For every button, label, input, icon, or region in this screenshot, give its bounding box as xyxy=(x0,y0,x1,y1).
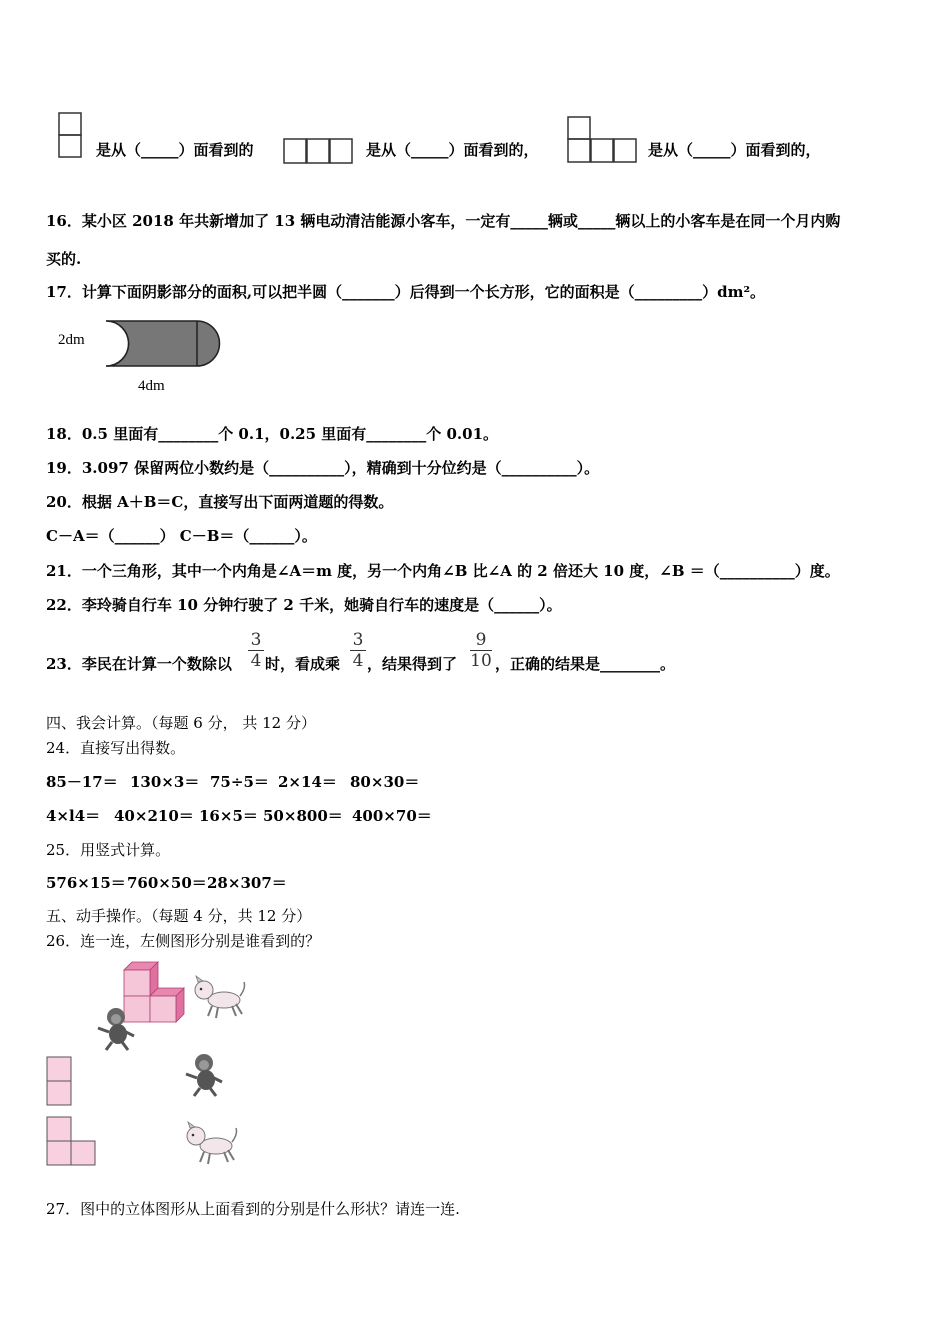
q17-height-label: 2dm xyxy=(58,332,85,348)
q24-text: 24．直接写出得数。 xyxy=(46,739,186,757)
calc-r2-c3: 16×5＝ xyxy=(199,807,258,825)
q23-fraction-1 xyxy=(247,630,265,671)
calc-r3-c3: 28×307＝ xyxy=(207,874,287,892)
q18-text: 18．0.5 里面有________个 0.1，0.25 里面有________个 0.01。 xyxy=(46,425,499,443)
q23-part4: ，正确的结果是________。 xyxy=(495,655,676,673)
three-squares-row-view xyxy=(283,138,355,166)
calc-r2-c5: 400×70＝ xyxy=(352,807,432,825)
fraction-denominator: 10 xyxy=(470,651,492,671)
calc-r1-c2: 130×3＝ xyxy=(130,773,200,791)
q19-text: 19．3.097 保留两位小数约是（__________），精确到十分位约是（__________）。 xyxy=(46,459,600,477)
q21-text: 21．一个三角形，其中一个内角是∠A＝m 度，另一个内角∠B 比∠A 的 2 倍还大 10 度，∠B ＝（__________）度。 xyxy=(46,562,840,580)
q23-part3: ，结果得到了 xyxy=(367,655,458,673)
q26-text: 26．连一连，左侧图形分别是谁看到的？ xyxy=(46,932,321,950)
calc-r3-c1: 576×15＝ xyxy=(46,874,126,892)
section4-title: 四、我会计算。（每题 6 分， 共 12 分） xyxy=(46,714,316,732)
fraction-denominator: 4 xyxy=(352,651,364,671)
front-view-two-stacked-squares xyxy=(58,112,84,162)
fraction-numerator: 3 xyxy=(352,630,364,650)
calc-r2-c1: 4×l4＝ xyxy=(46,807,101,825)
calc-r2-c2: 40×210＝ xyxy=(114,807,194,825)
dog-icon xyxy=(190,976,248,1020)
q23-part2: 时，看成乘 xyxy=(265,655,341,673)
q15-view2-text: 是从（_____）面看到的， xyxy=(366,141,539,159)
calc-r1-c4: 2×14＝ xyxy=(278,773,337,791)
q15-view3-text: 是从（_____）面看到的， xyxy=(648,141,821,159)
q15-view1-text: 是从（_____）面看到的 xyxy=(96,141,254,159)
q25-text: 25．用竖式计算。 xyxy=(46,841,171,859)
q16-line2: 买的. xyxy=(46,250,82,268)
calc-r2-c4: 50×800＝ xyxy=(263,807,343,825)
q17-width-label: 4dm xyxy=(138,378,165,394)
q23-fraction-2 xyxy=(349,630,367,671)
q23-fraction-3 xyxy=(469,630,493,671)
monkey-icon xyxy=(182,1052,226,1098)
fraction-numerator: 9 xyxy=(475,630,487,650)
q16-line1: 16．某小区 2018 年共新增加了 13 辆电动清洁能源小客车，一定有_____辆或_____辆以上的小客车是在同一个月内购 xyxy=(46,212,841,230)
calc-r1-c5: 80×30＝ xyxy=(350,773,420,791)
calc-r3-c2: 760×50＝ xyxy=(127,874,207,892)
q20-line2: C－A＝（______） C－B＝（______）。 xyxy=(46,527,317,545)
shaded-rectangle-semicircle-figure xyxy=(105,320,225,368)
q23-part1: 23．李民在计算一个数除以 xyxy=(46,655,232,673)
l-shape-squares-view xyxy=(567,116,639,166)
calc-r1-c3: 75÷5＝ xyxy=(210,773,269,791)
q17-text: 17．计算下面阴影部分的面积,可以把半圆（_______）后得到一个长方形，它的面积是（_________）dm²。 xyxy=(46,283,766,301)
section5-title: 五、动手操作。（每题 4 分，共 12 分） xyxy=(46,907,312,925)
dog-icon xyxy=(182,1122,240,1166)
q20-line1: 20．根据 A＋B＝C，直接写出下面两道题的得数。 xyxy=(46,493,394,511)
calc-r1-c1: 85－17＝ xyxy=(46,773,118,791)
fraction-numerator: 3 xyxy=(250,630,262,650)
q22-text: 22．李玲骑自行车 10 分钟行驶了 2 千米，她骑自行车的速度是（______）。 xyxy=(46,596,562,614)
monkey-icon xyxy=(94,1006,138,1052)
fraction-denominator: 4 xyxy=(250,651,262,671)
two-stacked-squares-view xyxy=(46,1056,74,1108)
l-shape-three-squares-view xyxy=(46,1116,100,1168)
q27-text: 27．图中的立体图形从上面看到的分别是什么形状？请连一连. xyxy=(46,1200,460,1218)
